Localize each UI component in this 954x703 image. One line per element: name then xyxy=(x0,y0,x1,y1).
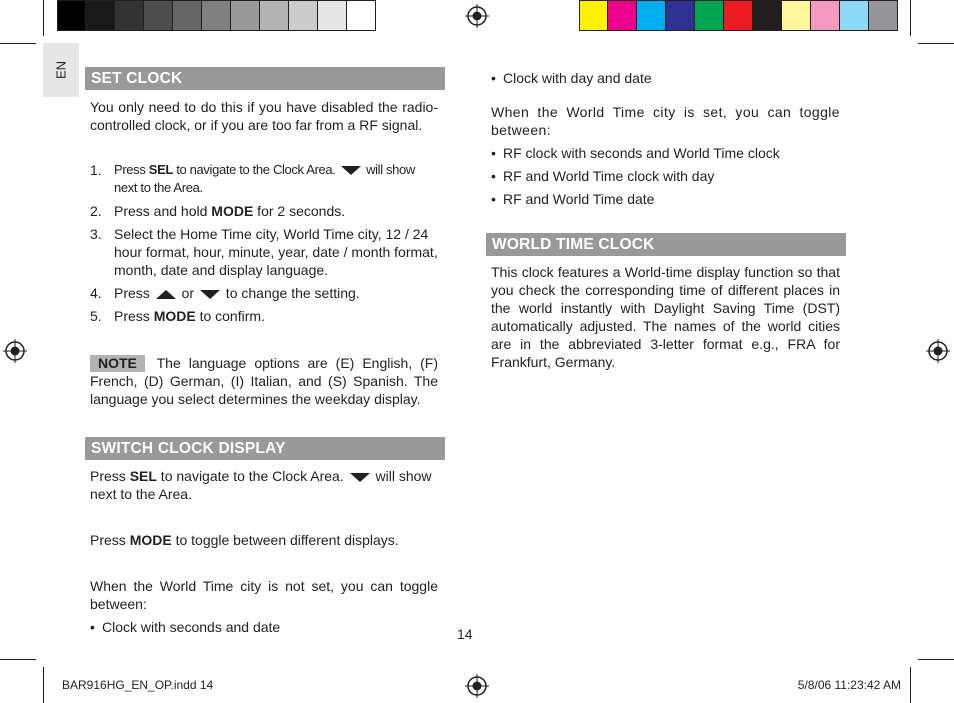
color-swatch xyxy=(811,0,840,31)
color-swatch xyxy=(173,0,202,31)
set-clock-intro: You only need to do this if you have disabled the radio-controlled clock, or if you are too far from a RF signal. xyxy=(90,99,438,133)
color-swatch xyxy=(579,0,608,31)
down-arrow-icon xyxy=(341,166,361,175)
color-swatch xyxy=(840,0,869,31)
language-note: NOTE The language options are (E) English, (F) French, (D) German, (I) Italian, and (S) Spanish. The language you select determines the weekday display. xyxy=(90,355,438,407)
set-text: When the World Time city is set, you can toggle between: xyxy=(491,104,840,138)
crop-mark xyxy=(918,659,954,660)
switch-display-p1: Press SEL to navigate to the Clock Area. will show next to the Area. xyxy=(90,468,432,502)
switch-display-p2: Press MODE to toggle between different displays. xyxy=(90,532,399,548)
color-swatch xyxy=(260,0,289,31)
registration-mark-icon xyxy=(926,339,950,363)
crop-mark xyxy=(910,0,911,36)
list-item: • Clock with seconds and date xyxy=(90,619,281,635)
color-swatch xyxy=(289,0,318,31)
registration-mark-icon xyxy=(3,339,27,363)
color-swatch xyxy=(782,0,811,31)
color-swatch xyxy=(724,0,753,31)
registration-mark-icon xyxy=(465,4,489,28)
up-arrow-icon xyxy=(156,290,176,299)
slug-date: 5/8/06 11:23:42 AM xyxy=(797,678,901,692)
switch-display-heading: SWITCH CLOCK DISPLAY xyxy=(85,437,445,460)
color-swatch xyxy=(115,0,144,31)
color-swatch xyxy=(202,0,231,31)
crop-mark xyxy=(918,43,954,44)
list-item: 3. Select the Home Time city, World Time city, 12 / 24 hour format, hour, minute, year, date / month format, month, date and display language. xyxy=(90,226,438,278)
page-number: 14 xyxy=(457,626,473,642)
left-column xyxy=(85,67,445,641)
color-swatch xyxy=(347,0,376,31)
grayscale-color-bar xyxy=(57,0,376,31)
list-item: • RF and World Time clock with day xyxy=(491,168,715,184)
down-arrow-icon xyxy=(200,290,220,299)
crop-mark xyxy=(43,667,44,703)
process-color-bar xyxy=(579,0,898,31)
color-swatch xyxy=(57,0,86,31)
color-swatch xyxy=(869,0,898,31)
list-item: • RF and World Time date xyxy=(491,191,655,207)
color-swatch xyxy=(608,0,637,31)
language-tab-label: EN xyxy=(53,60,69,80)
list-item: • RF clock with seconds and World Time clock xyxy=(491,145,780,161)
crop-mark xyxy=(910,667,911,703)
list-item: 1. Press SEL to navigate to the Clock Area. will show next to the Area. xyxy=(90,162,415,195)
language-tab xyxy=(43,43,79,97)
crop-mark xyxy=(43,0,44,36)
not-set-text: When the World Time city is not set, you can toggle between: xyxy=(90,578,438,612)
color-swatch xyxy=(144,0,173,31)
color-swatch xyxy=(637,0,666,31)
not-set-list xyxy=(90,618,438,636)
color-swatch xyxy=(753,0,782,31)
registration-mark-icon xyxy=(465,674,489,698)
list-item: 5. Press MODE to confirm. xyxy=(90,308,265,324)
color-swatch xyxy=(86,0,115,31)
world-time-text: This clock features a World-time display function so that you check the corresponding time of different places in the world instantly with Daylight Saving Time (DST) automatically adjusted. The names of the world cities are in the abbreviated 3-letter format e.g., FRA for Frankfurt, Germany. xyxy=(491,264,840,370)
color-swatch xyxy=(666,0,695,31)
set-list xyxy=(491,144,840,208)
right-column xyxy=(486,69,846,371)
color-swatch xyxy=(231,0,260,31)
list-item: • Clock with day and date xyxy=(491,70,652,86)
note-label: NOTE xyxy=(90,355,145,372)
color-swatch xyxy=(318,0,347,31)
set-clock-steps xyxy=(90,161,438,325)
color-swatch xyxy=(695,0,724,31)
down-arrow-icon xyxy=(350,473,370,482)
list-item: 2. Press and hold MODE for 2 seconds. xyxy=(90,203,346,219)
slug-file: BAR916HG_EN_OP.indd 14 xyxy=(62,678,214,692)
set-clock-heading: SET CLOCK xyxy=(85,67,445,90)
crop-mark xyxy=(0,43,36,44)
world-time-heading: WORLD TIME CLOCK xyxy=(486,233,846,256)
crop-mark xyxy=(0,659,36,660)
list-item: 4. Press or to change the setting. xyxy=(90,285,360,301)
